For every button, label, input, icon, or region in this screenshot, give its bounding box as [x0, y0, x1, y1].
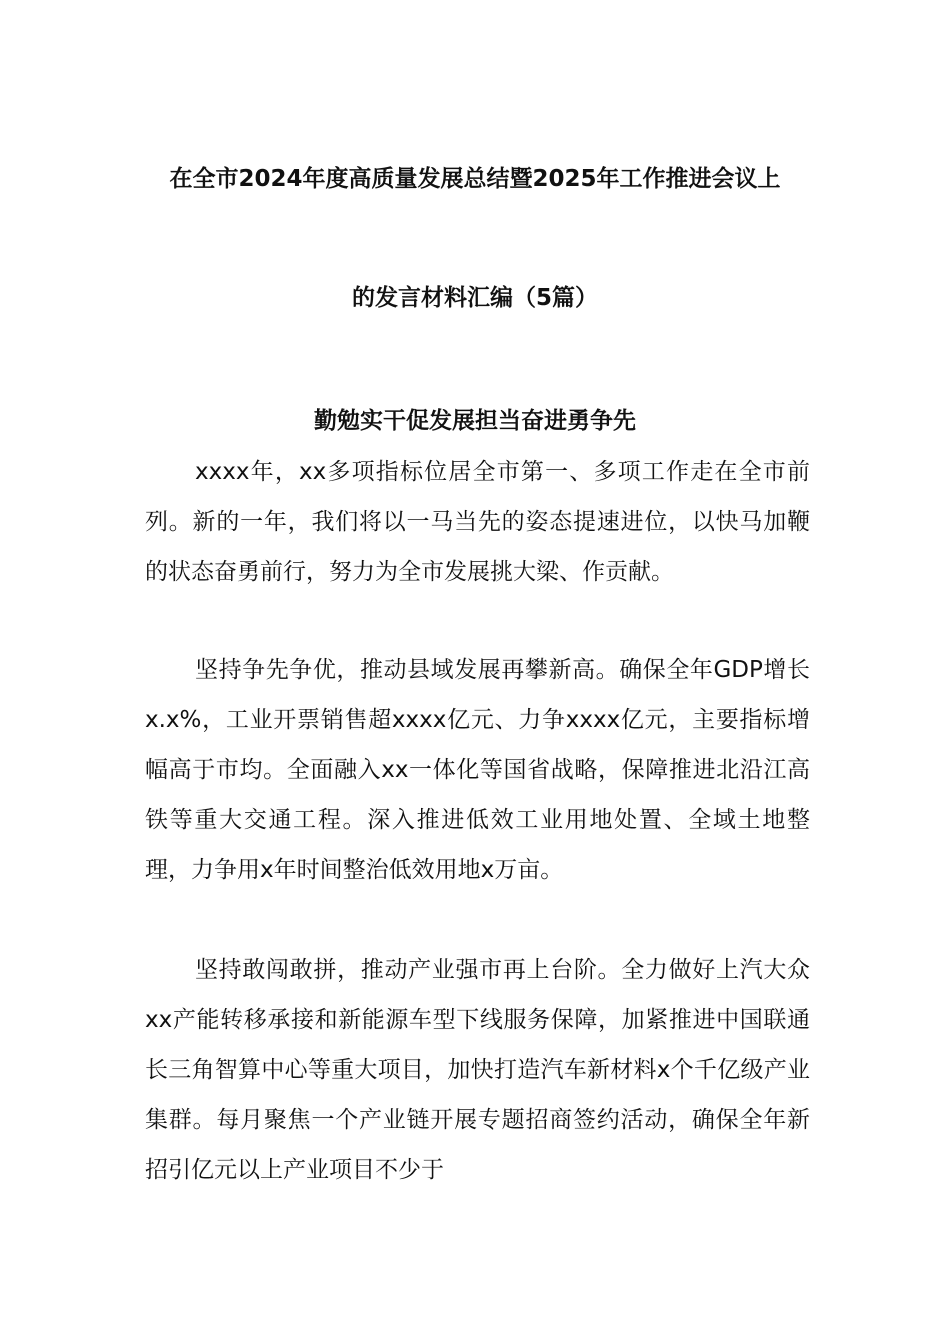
- document-title-line-1: 在全市2024年度高质量发展总结暨2025年工作推进会议上: [169, 166, 781, 192]
- body-paragraph-1: xxxx年，xx多项指标位居全市第一、多项工作走在全市前列。新的一年，我们将以一马当先的姿态提速进位，以快马加鞭的状态奋勇前行，努力为全市发展挑大梁、作贡献。: [145, 459, 810, 585]
- document-title-line-2: 的发言材料汇编（5篇）: [351, 285, 598, 311]
- section-title: 勤勉实干促发展担当奋进勇争先: [314, 408, 636, 434]
- body-paragraph-2: 坚持争先争优，推动县域发展再攀新高。确保全年GDP增长x.x%，工业开票销售超xxxx亿元、力争xxxx亿元，主要指标增幅高于市均。全面融入xx一体化等国省战略，保障推进北沿江高铁等重大交通工程。深入推进低效工业用地处置、全域土地整理，力争用x年时间整治低效用地x万亩。: [145, 657, 810, 883]
- body-paragraph-3: 坚持敢闯敢拼，推动产业强市再上台阶。全力做好上汽大众xx产能转移承接和新能源车型下线服务保障，加紧推进中国联通长三角智算中心等重大项目，加快打造汽车新材料x个千亿级产业集群。每月聚焦一个产业链开展专题招商签约活动，确保全年新招引亿元以上产业项目不少于: [145, 957, 810, 1183]
